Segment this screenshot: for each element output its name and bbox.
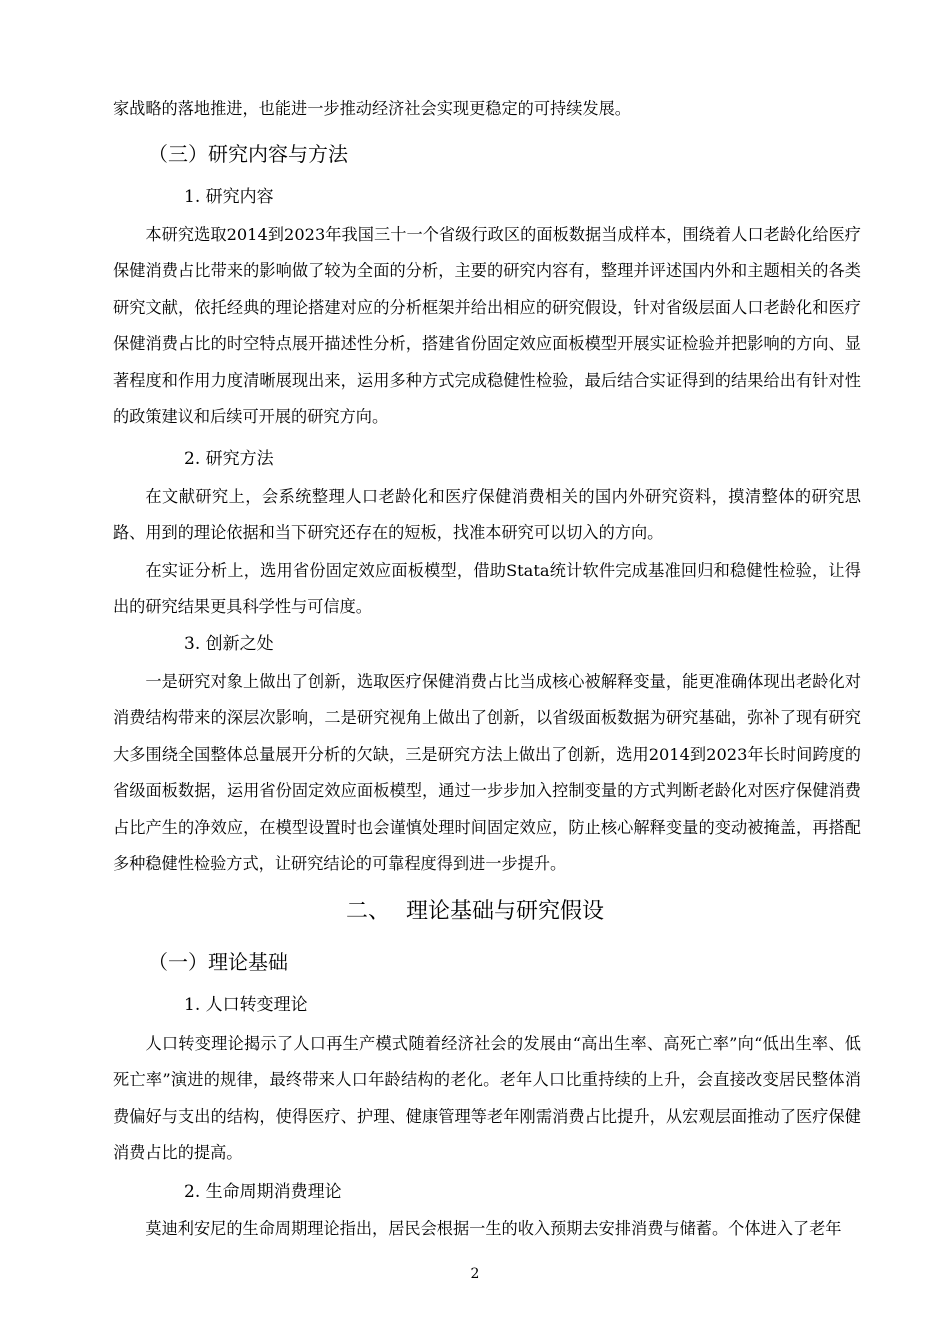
paragraph-text: 家战略的落地推进，也能进一步推动经济社会实现更稳定的可持续发展。 <box>113 99 631 118</box>
subsection-heading-life-cycle: 2. 生命周期消费理论 <box>184 1182 342 1202</box>
paragraph-literature-method <box>113 479 861 552</box>
chapter-heading <box>0 897 950 927</box>
page-number: 2 <box>470 1266 480 1282</box>
paragraph-text: 在文献研究上，会系统整理人口老龄化和医疗保健消费相关的国内外研究资料，摸清整体的研究思路、用到的理论依据和当下研究还存在的短板，找准本研究可以切入的方向。 <box>113 487 861 543</box>
paragraph-text: 一是研究对象上做出了创新，选取医疗保健消费占比当成核心被解释变量，能更准确体现出老龄化对消费结构带来的深层次影响，二是研究视角上做出了创新，以省级面板数据为研究基础，弥补了现有研究大多围绕全国整体总量展开分析的欠缺，三是研究方法上做出了创新，选用2014到2023年长时间跨度的省级面板数据，运用省份固定效应面板模型，通过一步步加入控制变量的方式判断老龄化对医疗保健消费占比产生的净效应，在模型设置时也会谨慎处理时间固定效应，防止核心解释变量的变动被掩盖，再搭配多种稳健性检验方式，让研究结论的可靠程度得到进一步提升。 <box>113 672 861 874</box>
paragraph-text: 在实证分析上，选用省份固定效应面板模型，借助Stata统计软件完成基准回归和稳健性检验，让得出的研究结果更具科学性与可信度。 <box>113 561 861 617</box>
subsection-heading-research-method: 2. 研究方法 <box>184 449 274 469</box>
chapter-title: 理论基础与研究假设 <box>405 899 604 924</box>
paragraph-text: 莫迪利安尼的生命周期理论指出，居民会根据一生的收入预期去安排消费与储蓄。个体进入了老年 <box>145 1219 842 1238</box>
subsection-heading-research-content: 1. 研究内容 <box>184 187 274 207</box>
paragraph-research-content <box>113 217 861 435</box>
paragraph-text: 人口转变理论揭示了人口再生产模式随着经济社会的发展由“高出生率、高死亡率”向“低出生率、低死亡率”演进的规律，最终带来人口年龄结构的老化。老年人口比重持续的上升，会直接改变居民整体消费偏好与支出的结构，使得医疗、护理、健康管理等老年刚需消费占比提升，从宏观层面推动了医疗保健消费占比的提高。 <box>113 1034 861 1163</box>
subsection-heading-demographic-transition: 1. 人口转变理论 <box>184 995 308 1015</box>
paragraph-empirical-method <box>113 553 861 626</box>
paragraph-life-cycle <box>113 1211 861 1247</box>
paragraph-text: 本研究选取2014到2023年我国三十一个省级行政区的面板数据当成样本，围绕着人口老龄化给医疗保健消费占比带来的影响做了较为全面的分析，主要的研究内容有，整理并评述国内外和主题相关的各类研究文献，依托经典的理论搭建对应的分析框架并给出相应的研究假设，针对省级层面人口老龄化和医疗保健消费占比的时空特点展开描述性分析，搭建省份固定效应面板模型开展实证检验并把影响的方向、显著程度和作用力度清晰展现出来，运用多种方式完成稳健性检验，最后结合实证得到的结果给出有针对性的政策建议和后续可开展的研究方向。 <box>113 225 861 427</box>
chapter-number: 二、 <box>345 899 390 924</box>
paragraph-innovation <box>113 664 861 882</box>
paragraph-continuation <box>113 91 861 127</box>
section-heading-research-content-method: （三）研究内容与方法 <box>148 142 348 166</box>
section-heading-theory: （一）理论基础 <box>148 950 288 974</box>
subsection-heading-innovation: 3. 创新之处 <box>184 634 274 654</box>
paragraph-demographic-transition <box>113 1026 861 1172</box>
